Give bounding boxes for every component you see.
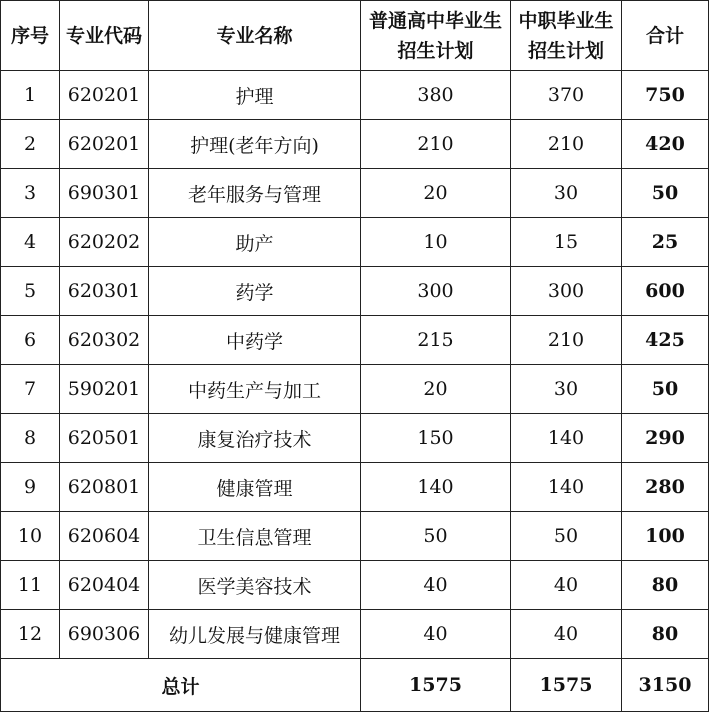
cell-vocational: 210	[511, 120, 622, 169]
table-row	[1, 512, 709, 561]
table-row	[1, 610, 709, 659]
cell-total: 420	[622, 120, 709, 169]
cell-major-name: 护理(老年方向)	[149, 120, 361, 169]
cell-code: 620301	[60, 267, 149, 316]
cell-major-name: 药学	[149, 267, 361, 316]
cell-code: 620801	[60, 463, 149, 512]
cell-major-name: 健康管理	[149, 463, 361, 512]
table-footer	[1, 659, 709, 712]
table-row	[1, 267, 709, 316]
cell-high-school: 20	[361, 169, 511, 218]
cell-high-school: 150	[361, 414, 511, 463]
table-row	[1, 120, 709, 169]
cell-high-school: 140	[361, 463, 511, 512]
cell-high-school: 380	[361, 71, 511, 120]
cell-total: 290	[622, 414, 709, 463]
header-vocational-plan	[511, 1, 622, 71]
cell-vocational: 30	[511, 169, 622, 218]
header-high-school-line2: 招生计划	[397, 39, 474, 62]
cell-index: 11	[1, 561, 60, 610]
cell-code: 620302	[60, 316, 149, 365]
total-grand: 3150	[622, 659, 709, 712]
cell-total: 280	[622, 463, 709, 512]
cell-major-name: 医学美容技术	[149, 561, 361, 610]
cell-code: 620501	[60, 414, 149, 463]
cell-vocational: 370	[511, 71, 622, 120]
total-row	[1, 659, 709, 712]
cell-high-school: 40	[361, 610, 511, 659]
cell-index: 5	[1, 267, 60, 316]
header-vocational-line2: 招生计划	[527, 39, 604, 62]
cell-code: 690306	[60, 610, 149, 659]
cell-code: 620201	[60, 120, 149, 169]
header-row	[1, 1, 709, 71]
cell-major-name: 老年服务与管理	[149, 169, 361, 218]
cell-major-name: 中药学	[149, 316, 361, 365]
cell-total: 600	[622, 267, 709, 316]
cell-total: 425	[622, 316, 709, 365]
cell-index: 12	[1, 610, 60, 659]
header-high-school-line1: 普通高中毕业生	[368, 9, 502, 32]
table-row	[1, 218, 709, 267]
cell-total: 50	[622, 169, 709, 218]
cell-index: 10	[1, 512, 60, 561]
cell-major-name: 康复治疗技术	[149, 414, 361, 463]
cell-index: 9	[1, 463, 60, 512]
cell-major-name: 幼儿发展与健康管理	[149, 610, 361, 659]
cell-code: 620404	[60, 561, 149, 610]
cell-code: 690301	[60, 169, 149, 218]
total-vocational: 1575	[511, 659, 622, 712]
cell-index: 1	[1, 71, 60, 120]
cell-total: 100	[622, 512, 709, 561]
cell-major-name: 卫生信息管理	[149, 512, 361, 561]
header-code: 专业代码	[60, 1, 149, 71]
table-row	[1, 414, 709, 463]
cell-major-name: 护理	[149, 71, 361, 120]
cell-vocational: 40	[511, 610, 622, 659]
header-index: 序号	[1, 1, 60, 71]
cell-total: 50	[622, 365, 709, 414]
table-body	[1, 71, 709, 659]
header-high-school-plan	[361, 1, 511, 71]
cell-high-school: 20	[361, 365, 511, 414]
cell-vocational: 300	[511, 267, 622, 316]
cell-vocational: 50	[511, 512, 622, 561]
cell-code: 620201	[60, 71, 149, 120]
cell-vocational: 40	[511, 561, 622, 610]
table-row	[1, 169, 709, 218]
cell-high-school: 50	[361, 512, 511, 561]
table-row	[1, 316, 709, 365]
cell-total: 80	[622, 561, 709, 610]
cell-total: 25	[622, 218, 709, 267]
cell-total: 80	[622, 610, 709, 659]
cell-major-name: 中药生产与加工	[149, 365, 361, 414]
total-label: 总计	[1, 659, 361, 712]
cell-high-school: 300	[361, 267, 511, 316]
header-vocational-line1: 中职毕业生	[518, 9, 614, 32]
cell-vocational: 140	[511, 414, 622, 463]
cell-high-school: 215	[361, 316, 511, 365]
cell-vocational: 30	[511, 365, 622, 414]
table-row	[1, 561, 709, 610]
table-header	[1, 1, 709, 71]
cell-high-school: 10	[361, 218, 511, 267]
total-high-school: 1575	[361, 659, 511, 712]
cell-code: 620604	[60, 512, 149, 561]
cell-code: 590201	[60, 365, 149, 414]
table-row	[1, 365, 709, 414]
cell-high-school: 210	[361, 120, 511, 169]
cell-major-name: 助产	[149, 218, 361, 267]
cell-code: 620202	[60, 218, 149, 267]
cell-total: 750	[622, 71, 709, 120]
cell-index: 6	[1, 316, 60, 365]
cell-index: 8	[1, 414, 60, 463]
cell-vocational: 210	[511, 316, 622, 365]
header-name: 专业名称	[149, 1, 361, 71]
cell-index: 4	[1, 218, 60, 267]
cell-index: 2	[1, 120, 60, 169]
cell-vocational: 15	[511, 218, 622, 267]
table-row	[1, 71, 709, 120]
cell-high-school: 40	[361, 561, 511, 610]
header-total: 合计	[622, 1, 709, 71]
cell-index: 7	[1, 365, 60, 414]
table-row	[1, 463, 709, 512]
cell-vocational: 140	[511, 463, 622, 512]
cell-index: 3	[1, 169, 60, 218]
